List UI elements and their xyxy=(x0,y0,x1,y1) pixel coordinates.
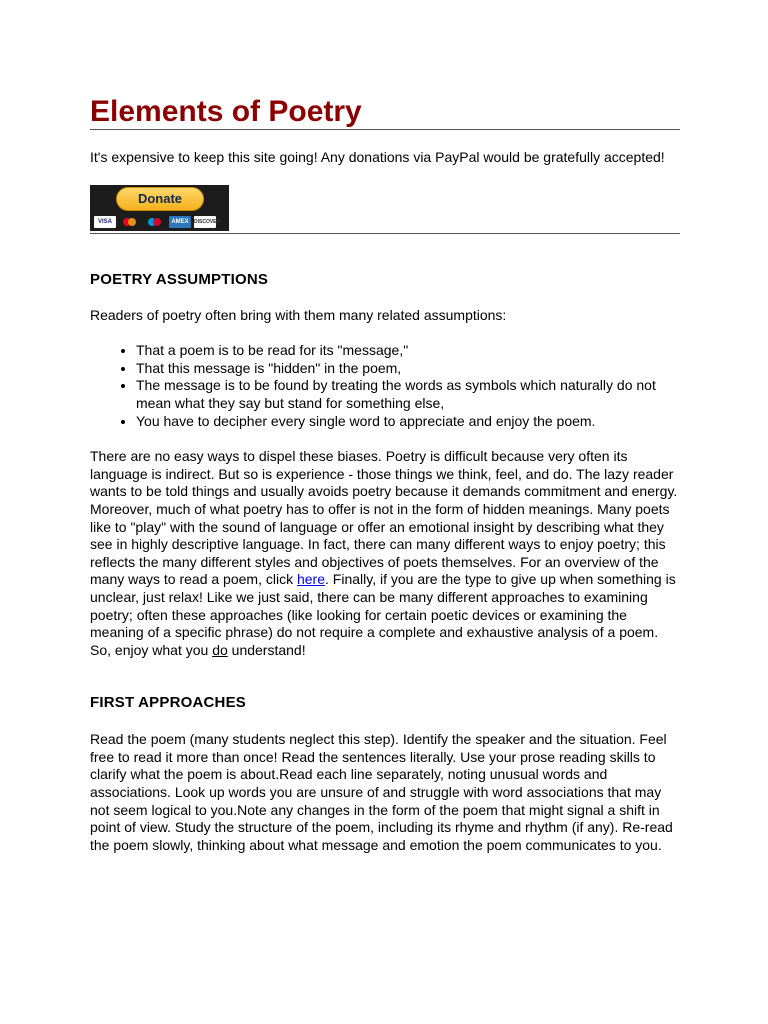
assumptions-body xyxy=(90,448,680,659)
paypal-donate-widget[interactable] xyxy=(90,185,229,231)
assumptions-list xyxy=(90,342,680,430)
page-content xyxy=(90,95,680,854)
list-item: • You have to decipher every single word to appreciate and enjoy the poem. xyxy=(136,413,680,431)
mastercard-icon xyxy=(119,216,141,228)
first-approaches-body: Read the poem (many students neglect this step). Identify the speaker and the situation. Feel free to read it more than once! Read the sentences literally. Use your prose reading skills to clarify what the poem is about.Read each line separately, noting unusual words and associations. Look up words you are unsure of and struggle with word associations that may not seem logical to you.Note any changes in the form of the poem that might signal a shift in point of view. Study the structure of the poem, including its rhyme and rhythm (if any). Re-read the poem slowly, thinking about what message and emotion the poem communicates to you. xyxy=(90,731,673,853)
donate-button[interactable]: Donate xyxy=(116,187,204,211)
page-title: Elements of Poetry xyxy=(90,95,362,128)
assumptions-body-text: There are no easy ways to dispel these biases. Poetry is difficult because very often its language is indirect. But so is experience - those things we think, feel, and do. The lazy reader wants to be told things and usually avoids poetry because it demands commitment and energy. Moreover, much of what poetry has to offer is not in the form of hidden meanings. Many poets like to "play" with the sound of language or offer an emotional insight by describing what they see in highly descriptive language. In fact, there can many different ways to enjoy poetry; this reflects the many different styles and objectives of poets themselves. For an overview of the many ways to read a poem, click xyxy=(90,448,678,588)
title-divider xyxy=(90,129,680,130)
here-link[interactable]: here xyxy=(296,571,326,588)
amex-card-icon: AMEX xyxy=(169,216,191,228)
donate-divider xyxy=(90,233,680,234)
list-item: • The message is to be found by treating the words as symbols which naturally do not mean what they say but stand for something else, xyxy=(136,377,680,412)
list-item: • That this message is "hidden" in the poem, xyxy=(136,360,680,378)
section-heading-first-approaches: FIRST APPROACHES xyxy=(90,694,246,712)
donation-note: It's expensive to keep this site going! Any donations via PayPal would be gratefully accepted! xyxy=(90,149,665,165)
section-heading-poetry-assumptions: POETRY ASSUMPTIONS xyxy=(90,270,269,288)
assumptions-body-continued: . Finally, if you are the type to give up when something is unclear, just relax! Like we just said, there can be many different approaches to examining poetry; often these approaches (like looking for certain poetic devices or examining the meaning of a specific phrase) do not require a complete and exhaustive analysis of a poem. So, enjoy what you xyxy=(90,571,676,658)
assumptions-intro: Readers of poetry often bring with them many related assumptions: xyxy=(90,306,507,323)
payment-card-logos xyxy=(94,216,221,228)
emphasis-do: do xyxy=(212,641,228,658)
discover-card-icon: DISCOVER xyxy=(194,216,216,228)
list-item: • That a poem is to be read for its "message," xyxy=(136,342,680,360)
assumptions-body-end: understand! xyxy=(227,641,306,658)
maestro-card-icon xyxy=(144,216,166,228)
visa-card-icon: VISA xyxy=(94,216,116,228)
